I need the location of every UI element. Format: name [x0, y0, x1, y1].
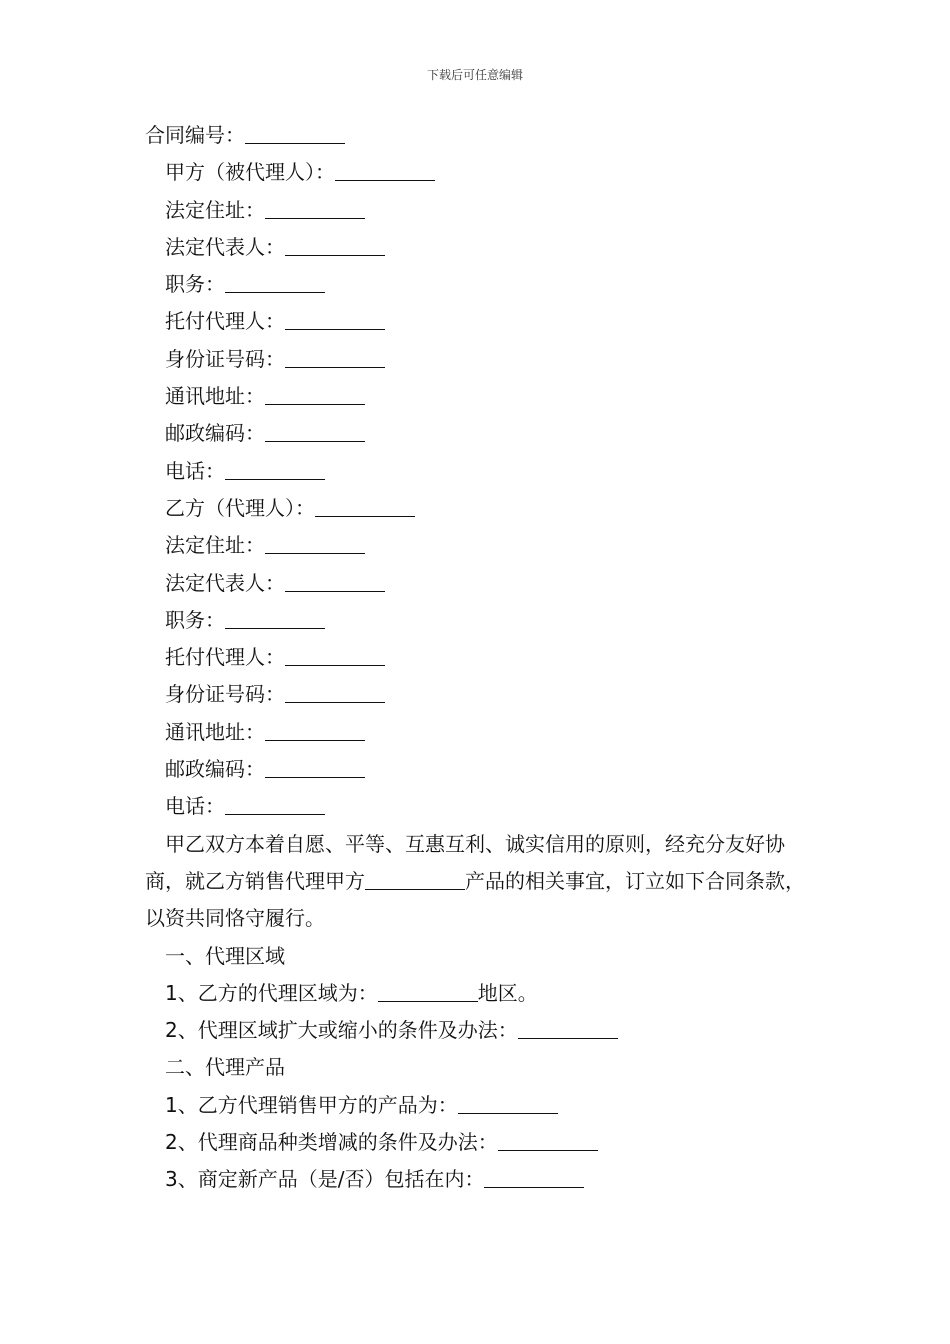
blank-line	[265, 423, 365, 442]
blank-line	[285, 647, 385, 666]
field-label: 通讯地址：	[165, 719, 265, 744]
blank-line	[265, 535, 365, 554]
party-b-title-line	[145, 490, 810, 527]
item-text: 2、代理区域扩大或缩小的条件及办法：	[165, 1018, 518, 1043]
party-b-field	[145, 527, 810, 564]
party-b-title: 乙方（代理人）：	[165, 495, 315, 520]
blank-line	[285, 237, 385, 256]
item-text: 2、代理商品种类增减的条件及办法：	[165, 1130, 498, 1155]
blank-line	[265, 759, 365, 778]
blank-line	[285, 311, 385, 330]
party-b-field	[145, 751, 810, 788]
party-a-field	[145, 341, 810, 378]
page-header-note: 下载后可任意编辑	[426, 68, 523, 82]
blank-line	[458, 1095, 558, 1114]
field-label: 法定代表人：	[165, 234, 285, 259]
item-text: 1、乙方的代理区域为：	[165, 980, 378, 1005]
field-label: 法定住址：	[165, 533, 265, 558]
blank-line	[498, 1132, 598, 1151]
intro-text-part1: 甲乙双方本着自愿、平等、互惠互利、诚实信用的原则，经充分友好协商，就乙方销售代理甲方	[145, 831, 785, 893]
blank-line	[484, 1169, 584, 1188]
party-a-field	[145, 453, 810, 490]
section-1-heading: 一、代理区域	[165, 943, 285, 968]
field-label: 法定住址：	[165, 197, 265, 222]
blank-line	[518, 1020, 618, 1039]
party-a-title-line	[145, 154, 810, 191]
field-label: 职务：	[165, 607, 225, 632]
party-b-field	[145, 639, 810, 676]
blank-line	[285, 573, 385, 592]
party-b-field	[145, 565, 810, 602]
field-label: 邮政编码：	[165, 757, 265, 782]
blank-line	[265, 386, 365, 405]
party-a-field	[145, 303, 810, 340]
section-2-heading: 二、代理产品	[165, 1055, 285, 1080]
field-label: 电话：	[165, 794, 225, 819]
field-label: 法定代表人：	[165, 570, 285, 595]
party-b-field	[145, 602, 810, 639]
blank-line	[225, 274, 325, 293]
party-a-title: 甲方（被代理人）：	[165, 160, 335, 185]
contract-number-label: 合同编号：	[145, 123, 245, 147]
blank-line	[225, 610, 325, 629]
field-label: 电话：	[165, 458, 225, 483]
section-1-item-1	[145, 975, 810, 1012]
party-b-field	[145, 676, 810, 713]
section-2-item-1	[145, 1087, 810, 1124]
section-1-item-2	[145, 1012, 810, 1049]
blank-line	[315, 498, 415, 517]
field-label: 邮政编码：	[165, 421, 265, 446]
field-label: 托付代理人：	[165, 645, 285, 670]
item-text-suffix: 地区。	[477, 980, 538, 1005]
contract-document	[145, 117, 810, 1199]
party-a-field	[145, 378, 810, 415]
party-a-field	[145, 192, 810, 229]
field-label: 通讯地址：	[165, 384, 265, 409]
blank-line	[335, 162, 435, 181]
blank-line	[225, 461, 325, 480]
blank-line	[285, 684, 385, 703]
intro-text-part2: 产品的相关事宜，订立如下合同条款，以资共同恪守履行。	[145, 868, 805, 931]
field-label: 身份证号码：	[165, 346, 285, 371]
blank-line	[265, 200, 365, 219]
field-label: 托付代理人：	[165, 309, 285, 334]
section-2-item-2	[145, 1124, 810, 1161]
party-b-field	[145, 788, 810, 825]
blank-line	[378, 983, 478, 1002]
party-b-field	[145, 714, 810, 751]
party-a-field	[145, 229, 810, 266]
party-a-field	[145, 415, 810, 452]
item-text: 3、商定新产品（是/否）包括在内：	[165, 1167, 485, 1192]
blank-line	[225, 796, 325, 815]
blank-line	[365, 871, 465, 890]
field-label: 职务：	[165, 272, 225, 297]
intro-paragraph	[145, 826, 810, 938]
item-text: 1、乙方代理销售甲方的产品为：	[165, 1092, 458, 1117]
contract-number-line	[145, 117, 810, 154]
blank-line	[245, 125, 345, 144]
section-2-item-3	[145, 1161, 810, 1198]
field-label: 身份证号码：	[165, 682, 285, 707]
blank-line	[285, 349, 385, 368]
party-a-field	[145, 266, 810, 303]
blank-line	[265, 722, 365, 741]
